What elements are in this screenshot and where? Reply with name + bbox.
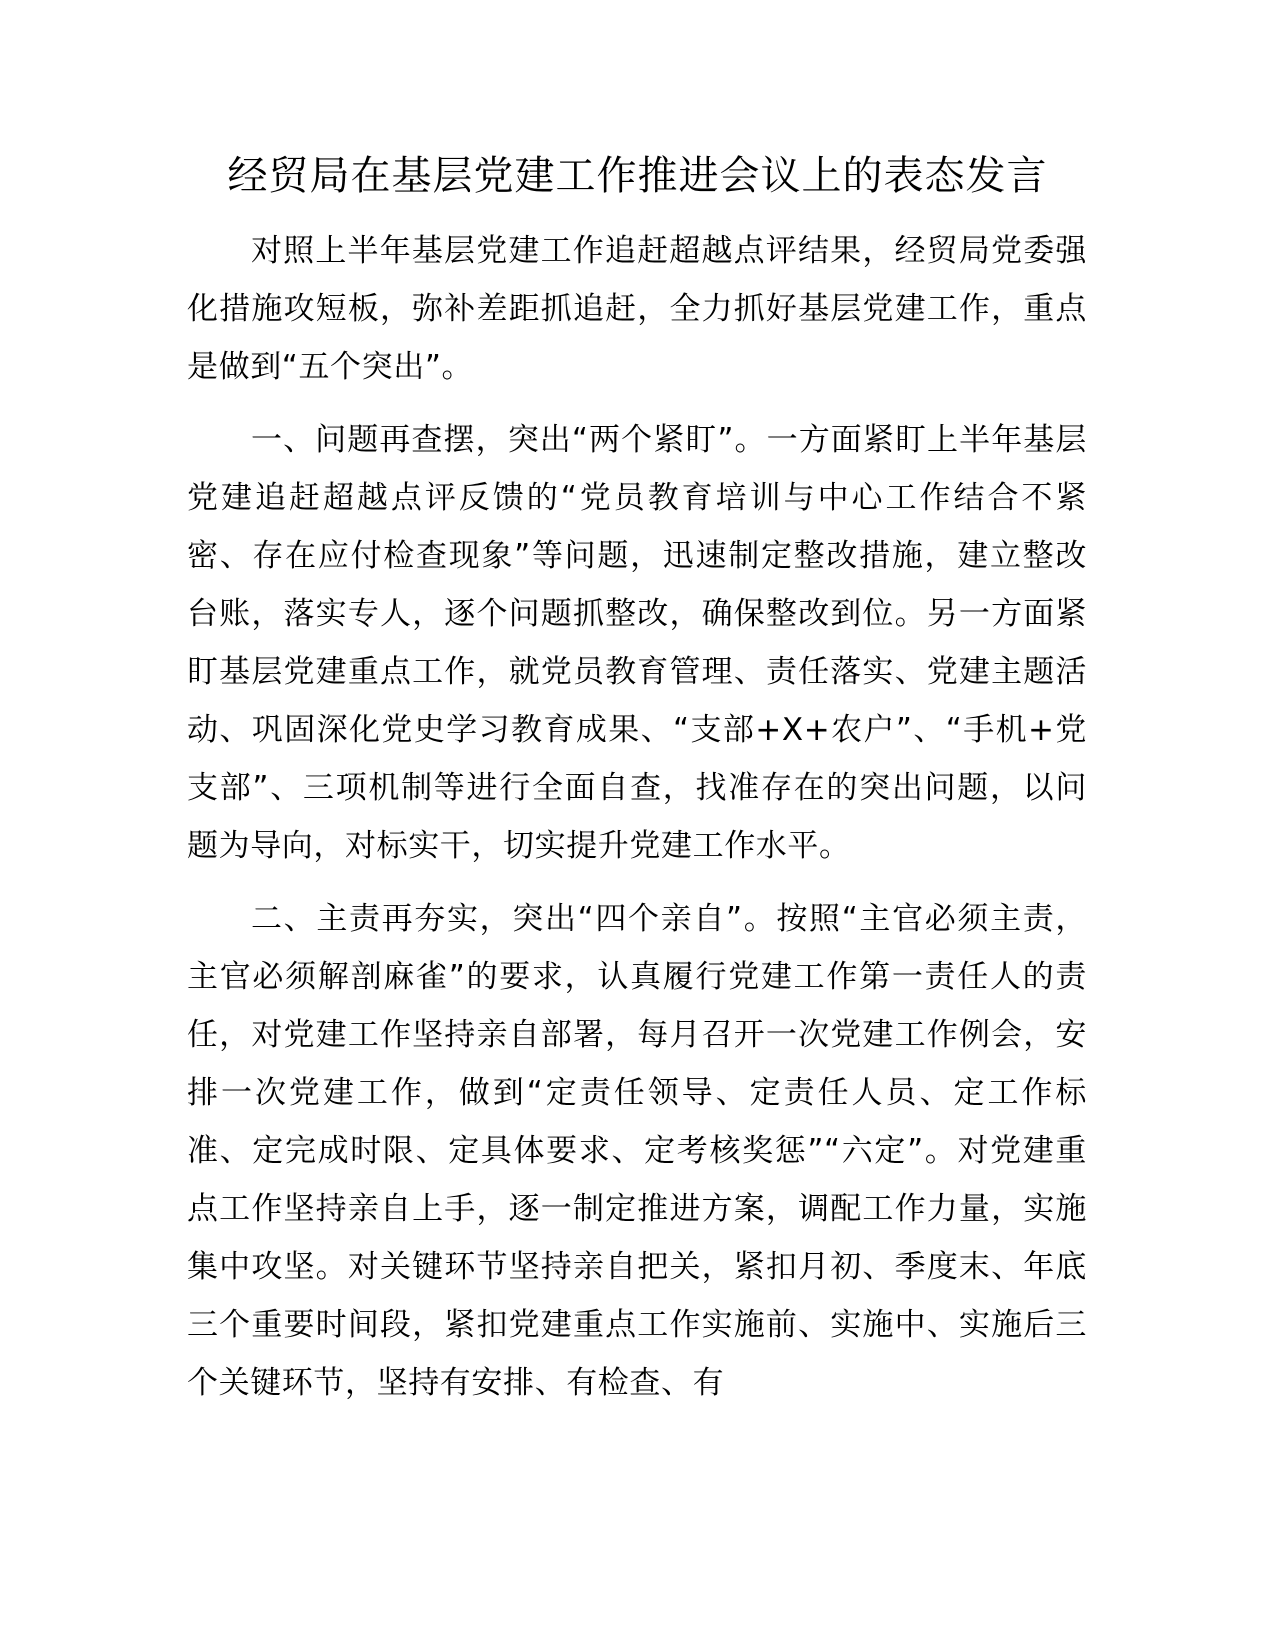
document-body: [187, 222, 1087, 1427]
paragraph-intro: 对照上半年基层党建工作追赶超越点评结果，经贸局党委强化措施攻短板，弥补差距抓追赶，全力抓好基层党建工作，重点是做到“五个突出”。: [187, 233, 1087, 385]
document-title: 经贸局在基层党建工作推进会议上的表态发言: [227, 153, 1048, 199]
paragraph-section-one: 一、问题再查摆，突出“两个紧盯”。一方面紧盯上半年基层党建追赶超越点评反馈的“党员教育培训与中心工作结合不紧密、存在应付检查现象”等问题，迅速制定整改措施，建立整改台账，落实专人，逐个问题抓整改，确保整改到位。另一方面紧盯基层党建重点工作，就党员教育管理、责任落实、党建主题活动、巩固深化党史学习教育成果、“支部+X+农户”、“手机+党支部”、三项机制等进行全面自查，找准存在的突出问题，以问题为导向，对标实干，切实提升党建工作水平。: [187, 422, 1087, 864]
paragraph-section-two: 二、主责再夯实，突出“四个亲自”。按照“主官必须主责，主官必须解剖麻雀”的要求，认真履行党建工作第一责任人的责任，对党建工作坚持亲自部署，每月召开一次党建工作例会，安排一次党建工作，做到“定责任领导、定责任人员、定工作标准、定完成时限、定具体要求、定考核奖惩”“六定”。对党建重点工作坚持亲自上手，逐一制定推进方案，调配工作力量，实施集中攻坚。对关键环节坚持亲自把关，紧扣月初、季度末、年底三个重要时间段，紧扣党建重点工作实施前、实施中、实施后三个关键环节，坚持有安排、有检查、有: [187, 901, 1087, 1401]
